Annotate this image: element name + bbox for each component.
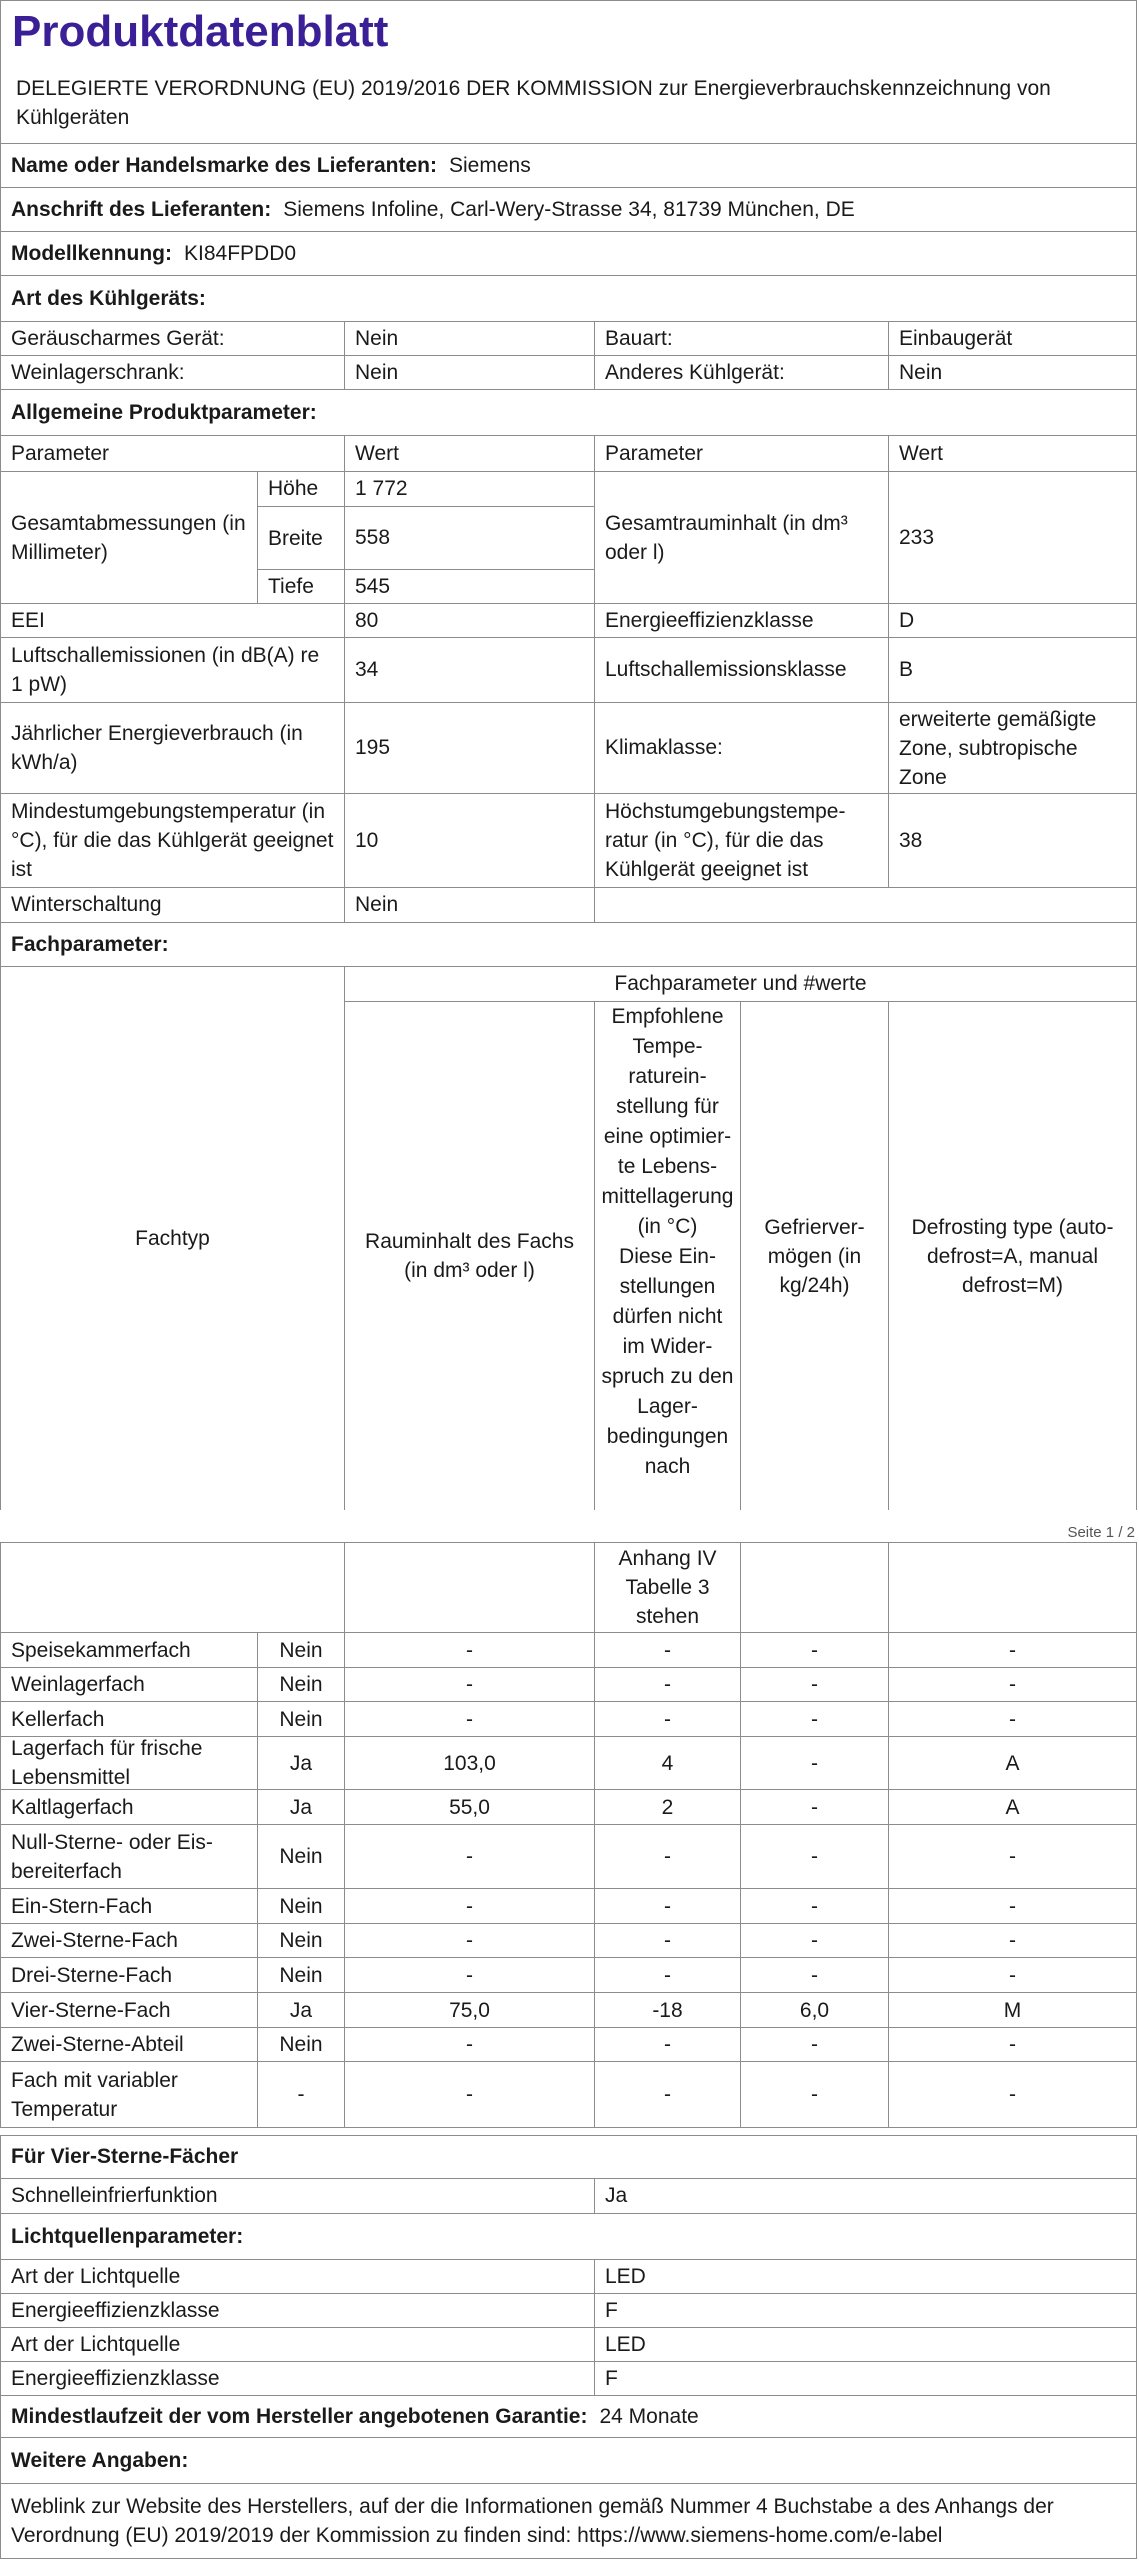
compartment-cell: A — [888, 1789, 1137, 1825]
compartment-cell: - — [740, 2061, 889, 2128]
compartments-heading: Fachparameter: — [0, 922, 1137, 967]
compartment-cell: - — [344, 1888, 595, 1924]
device-type-cell: Nein — [344, 355, 595, 390]
device-type-cell: Anderes Kühlgerät: — [594, 355, 889, 390]
general-heading: Allgemeine Produktparameter: — [0, 389, 1137, 436]
page-number: Seite 1 / 2 — [1067, 1524, 1135, 1541]
winter-label: Winterschaltung — [0, 887, 345, 923]
energy-class-value: D — [888, 603, 1137, 638]
light-cell: Art der Lichtquelle — [0, 2327, 595, 2362]
compartment-name: Fach mit variabler Temperatur — [0, 2061, 258, 2128]
compartment-cell: - — [740, 1701, 889, 1737]
supplier-row — [0, 143, 1137, 188]
eei-label: EEI — [0, 603, 345, 638]
max-temp-label: Höchstumgebungstemperatur (in °C), für die das Kühlgerät geeignet ist — [594, 793, 889, 888]
warranty-label: Mindestlaufzeit der vom Hersteller angebotenen Garantie: — [11, 2404, 588, 2428]
further-heading: Weitere Angaben: — [0, 2437, 1137, 2484]
col-temp-header-cont: Anhang IV Tabelle 3 stehen — [594, 1542, 741, 1633]
device-type-cell: Einbaugerät — [888, 321, 1137, 356]
compartment-cell: 75,0 — [344, 1992, 595, 2028]
compartment-cell: - — [888, 1923, 1137, 1958]
compartment-cell: - — [594, 1824, 741, 1889]
compartment-name: Lagerfach für frische Lebensmittel — [0, 1736, 258, 1790]
compartment-name: Null-Sterne- oder Eisbereiterfach — [0, 1824, 258, 1889]
compartment-cell: Ja — [257, 1992, 345, 2028]
group-header: Fachparameter und #werte — [344, 966, 1137, 1002]
compartment-name: Weinlagerfach — [0, 1667, 258, 1702]
compartment-cell: 55,0 — [344, 1789, 595, 1825]
compartment-cell: 103,0 — [344, 1736, 595, 1790]
address-row — [0, 187, 1137, 232]
compartment-cell: - — [888, 2027, 1137, 2062]
compartment-cell: Nein — [257, 2027, 345, 2062]
volume-value: 233 — [888, 471, 1137, 604]
device-type-cell: Geräuscharmes Gerät: — [0, 321, 345, 356]
model-value: KI84FPDD0 — [184, 241, 297, 265]
compartment-cell: - — [740, 1957, 889, 1993]
compartment-cell: - — [344, 2027, 595, 2062]
compartment-cell: Ja — [257, 1736, 345, 1790]
compartment-name: Drei-Sterne-Fach — [0, 1957, 258, 1993]
compartment-cell: - — [344, 2061, 595, 2128]
fachtyp-header-cont — [0, 1542, 345, 1633]
dim-height-label: Höhe — [257, 471, 345, 507]
col-header-value: Wert — [344, 435, 595, 472]
compartment-cell: - — [740, 1888, 889, 1924]
col-volume-header: Rauminhalt des Fachs (in dm³ oder l) — [344, 1001, 595, 1511]
col-temp-header — [594, 1001, 741, 1511]
light-cell: Energieeffizienzklasse — [0, 2361, 595, 2396]
noise-class-value: B — [888, 637, 1137, 703]
warranty-row — [0, 2395, 1137, 2438]
compartment-cell: - — [344, 1824, 595, 1889]
compartment-cell: - — [740, 2027, 889, 2062]
energy-consumption-label: Jährlicher Energieverbrauch (in kWh/a) — [0, 702, 345, 794]
climate-label: Klimaklasse: — [594, 702, 889, 794]
four-star-heading: Für Vier-Sterne-Fächer — [0, 2135, 1137, 2179]
dim-depth-value: 545 — [344, 569, 595, 604]
device-type-cell: Nein — [888, 355, 1137, 390]
compartment-cell: - — [594, 1632, 741, 1668]
compartment-cell: - — [344, 1701, 595, 1737]
quick-freeze-value: Ja — [594, 2178, 1137, 2214]
compartment-cell: M — [888, 1992, 1137, 2028]
compartment-cell: - — [344, 1923, 595, 1958]
page-title: Produktdatenblatt — [12, 7, 389, 56]
col-header-param: Parameter — [594, 435, 889, 472]
col-defrost-header: Defrosting type (auto-defrost=A, manual defrost=M) — [888, 1001, 1137, 1511]
light-cell: Energieeffizienzklasse — [0, 2293, 595, 2328]
address-value: Siemens Infoline, Carl-Wery-Strasse 34, 81739 München, DE — [283, 197, 855, 221]
compartment-cell: Nein — [257, 1667, 345, 1702]
compartment-cell: Nein — [257, 1923, 345, 1958]
energy-consumption-value: 195 — [344, 702, 595, 794]
compartment-cell: - — [888, 1701, 1137, 1737]
light-cell: F — [594, 2293, 1137, 2328]
regulation-text: DELEGIERTE VERORDNUNG (EU) 2019/2016 DER KOMMISSION zur Energieverbrauchskennzeichnung von Kühlgeräten — [16, 77, 1051, 129]
col-header-value: Wert — [888, 435, 1137, 472]
dim-width-label: Breite — [257, 506, 345, 570]
quick-freeze-label: Schnelleinfrierfunktion — [0, 2178, 595, 2214]
min-temp-label: Mindestumgebungstemperatur (in °C), für die das Kühlgerät geeignet ist — [0, 793, 345, 888]
col-header-param: Parameter — [0, 435, 345, 472]
model-row — [0, 231, 1137, 276]
climate-value: erweiterte gemäßigte Zone, subtropische Zone — [888, 702, 1137, 794]
compartment-cell: 6,0 — [740, 1992, 889, 2028]
light-cell: F — [594, 2361, 1137, 2396]
address-label: Anschrift des Lieferanten: — [11, 197, 272, 221]
device-type-cell: Weinlagerschrank: — [0, 355, 345, 390]
noise-value: 34 — [344, 637, 595, 703]
compartment-cell: - — [594, 2061, 741, 2128]
energy-class-label: Energieeffizienzklasse — [594, 603, 889, 638]
warranty-value: 24 Monate — [599, 2404, 699, 2428]
compartment-cell: - — [594, 2027, 741, 2062]
compartment-cell: 4 — [594, 1736, 741, 1790]
winter-value: Nein — [344, 887, 595, 923]
device-type-cell: Nein — [344, 321, 595, 356]
compartment-cell: - — [594, 1923, 741, 1958]
compartment-cell: - — [594, 1701, 741, 1737]
compartment-cell: - — [344, 1632, 595, 1668]
further-text: Weblink zur Website des Herstellers, auf der die Informationen gemäß Nummer 4 Buchstabe a des Anhangs der Verordnung (EU) 2019/2019 der Kommission zu finden sind: https://www.siemens-home.com/e-label — [0, 2483, 1137, 2559]
device-type-heading: Art des Kühlgeräts: — [0, 275, 1137, 322]
compartment-cell: - — [888, 1888, 1137, 1924]
dimensions-label: Gesamtabmessungen (in Millimeter) — [0, 471, 258, 604]
dim-width-value: 558 — [344, 506, 595, 570]
model-label: Modellkennung: — [11, 241, 172, 265]
compartment-name: Vier-Sterne-Fach — [0, 1992, 258, 2028]
compartment-cell: Nein — [257, 1957, 345, 1993]
compartment-cell: - — [888, 1824, 1137, 1889]
min-temp-value: 10 — [344, 793, 595, 888]
compartment-name: Ein-Stern-Fach — [0, 1888, 258, 1924]
noise-class-label: Luftschallemissionsklasse — [594, 637, 889, 703]
noise-label: Luftschallemissionen (in dB(A) re 1 pW) — [0, 637, 345, 703]
compartment-cell: Nein — [257, 1888, 345, 1924]
compartment-cell: - — [740, 1789, 889, 1825]
compartment-cell: - — [594, 1888, 741, 1924]
compartment-cell: -18 — [594, 1992, 741, 2028]
volume-label: Gesamtrauminhalt (in dm³ oder l) — [594, 471, 889, 604]
light-cell: Art der Lichtquelle — [0, 2259, 595, 2294]
col-temp-text-1: Empfohlene Temperatureinstellung für eine optimierte Lebensmittellagerung (in °C) — [601, 1005, 734, 1238]
compartment-cell: - — [594, 1667, 741, 1702]
col-temp-text-2: Diese Einstellungen dürfen nicht im Widerspruch zu den Lagerbedingungen nach — [601, 1245, 734, 1478]
eei-value: 80 — [344, 603, 595, 638]
compartment-cell: Nein — [257, 1701, 345, 1737]
fachtyp-header: Fachtyp — [0, 966, 345, 1511]
supplier-value: Siemens — [449, 153, 531, 177]
compartment-cell: - — [594, 1957, 741, 1993]
compartment-name: Kaltlagerfach — [0, 1789, 258, 1825]
page-break-gap — [0, 1510, 1139, 1544]
compartment-cell: 2 — [594, 1789, 741, 1825]
compartment-name: Kellerfach — [0, 1701, 258, 1737]
compartment-cell: A — [888, 1736, 1137, 1790]
compartment-cell: - — [888, 1667, 1137, 1702]
compartment-cell: - — [740, 1632, 889, 1668]
light-cell: LED — [594, 2259, 1137, 2294]
light-heading: Lichtquellenparameter: — [0, 2213, 1137, 2260]
compartment-cell: Ja — [257, 1789, 345, 1825]
compartment-name: Zwei-Sterne-Abteil — [0, 2027, 258, 2062]
compartment-cell: Nein — [257, 1824, 345, 1889]
dim-height-value: 1 772 — [344, 471, 595, 507]
compartment-cell: - — [344, 1667, 595, 1702]
light-cell: LED — [594, 2327, 1137, 2362]
supplier-label: Name oder Handelsmarke des Lieferanten: — [11, 153, 437, 177]
col-volume-header-cont — [344, 1542, 595, 1633]
compartment-cell: - — [740, 1824, 889, 1889]
compartment-cell: - — [888, 2061, 1137, 2128]
dim-depth-label: Tiefe — [257, 569, 345, 604]
compartment-name: Zwei-Sterne-Fach — [0, 1923, 258, 1958]
max-temp-value: 38 — [888, 793, 1137, 888]
compartment-cell: - — [257, 2061, 345, 2128]
compartment-cell: - — [888, 1957, 1137, 1993]
compartment-cell: - — [344, 1957, 595, 1993]
compartment-name: Speisekammerfach — [0, 1632, 258, 1668]
compartment-cell: - — [740, 1736, 889, 1790]
compartment-cell: - — [740, 1667, 889, 1702]
winter-empty — [594, 887, 1137, 923]
compartment-cell: Nein — [257, 1632, 345, 1668]
col-freeze-header: Gefriervermögen (in kg/24h) — [740, 1001, 889, 1511]
col-freeze-header-cont — [740, 1542, 889, 1633]
device-type-cell: Bauart: — [594, 321, 889, 356]
compartment-cell: - — [740, 1923, 889, 1958]
col-defrost-header-cont — [888, 1542, 1137, 1633]
compartment-cell: - — [888, 1632, 1137, 1668]
